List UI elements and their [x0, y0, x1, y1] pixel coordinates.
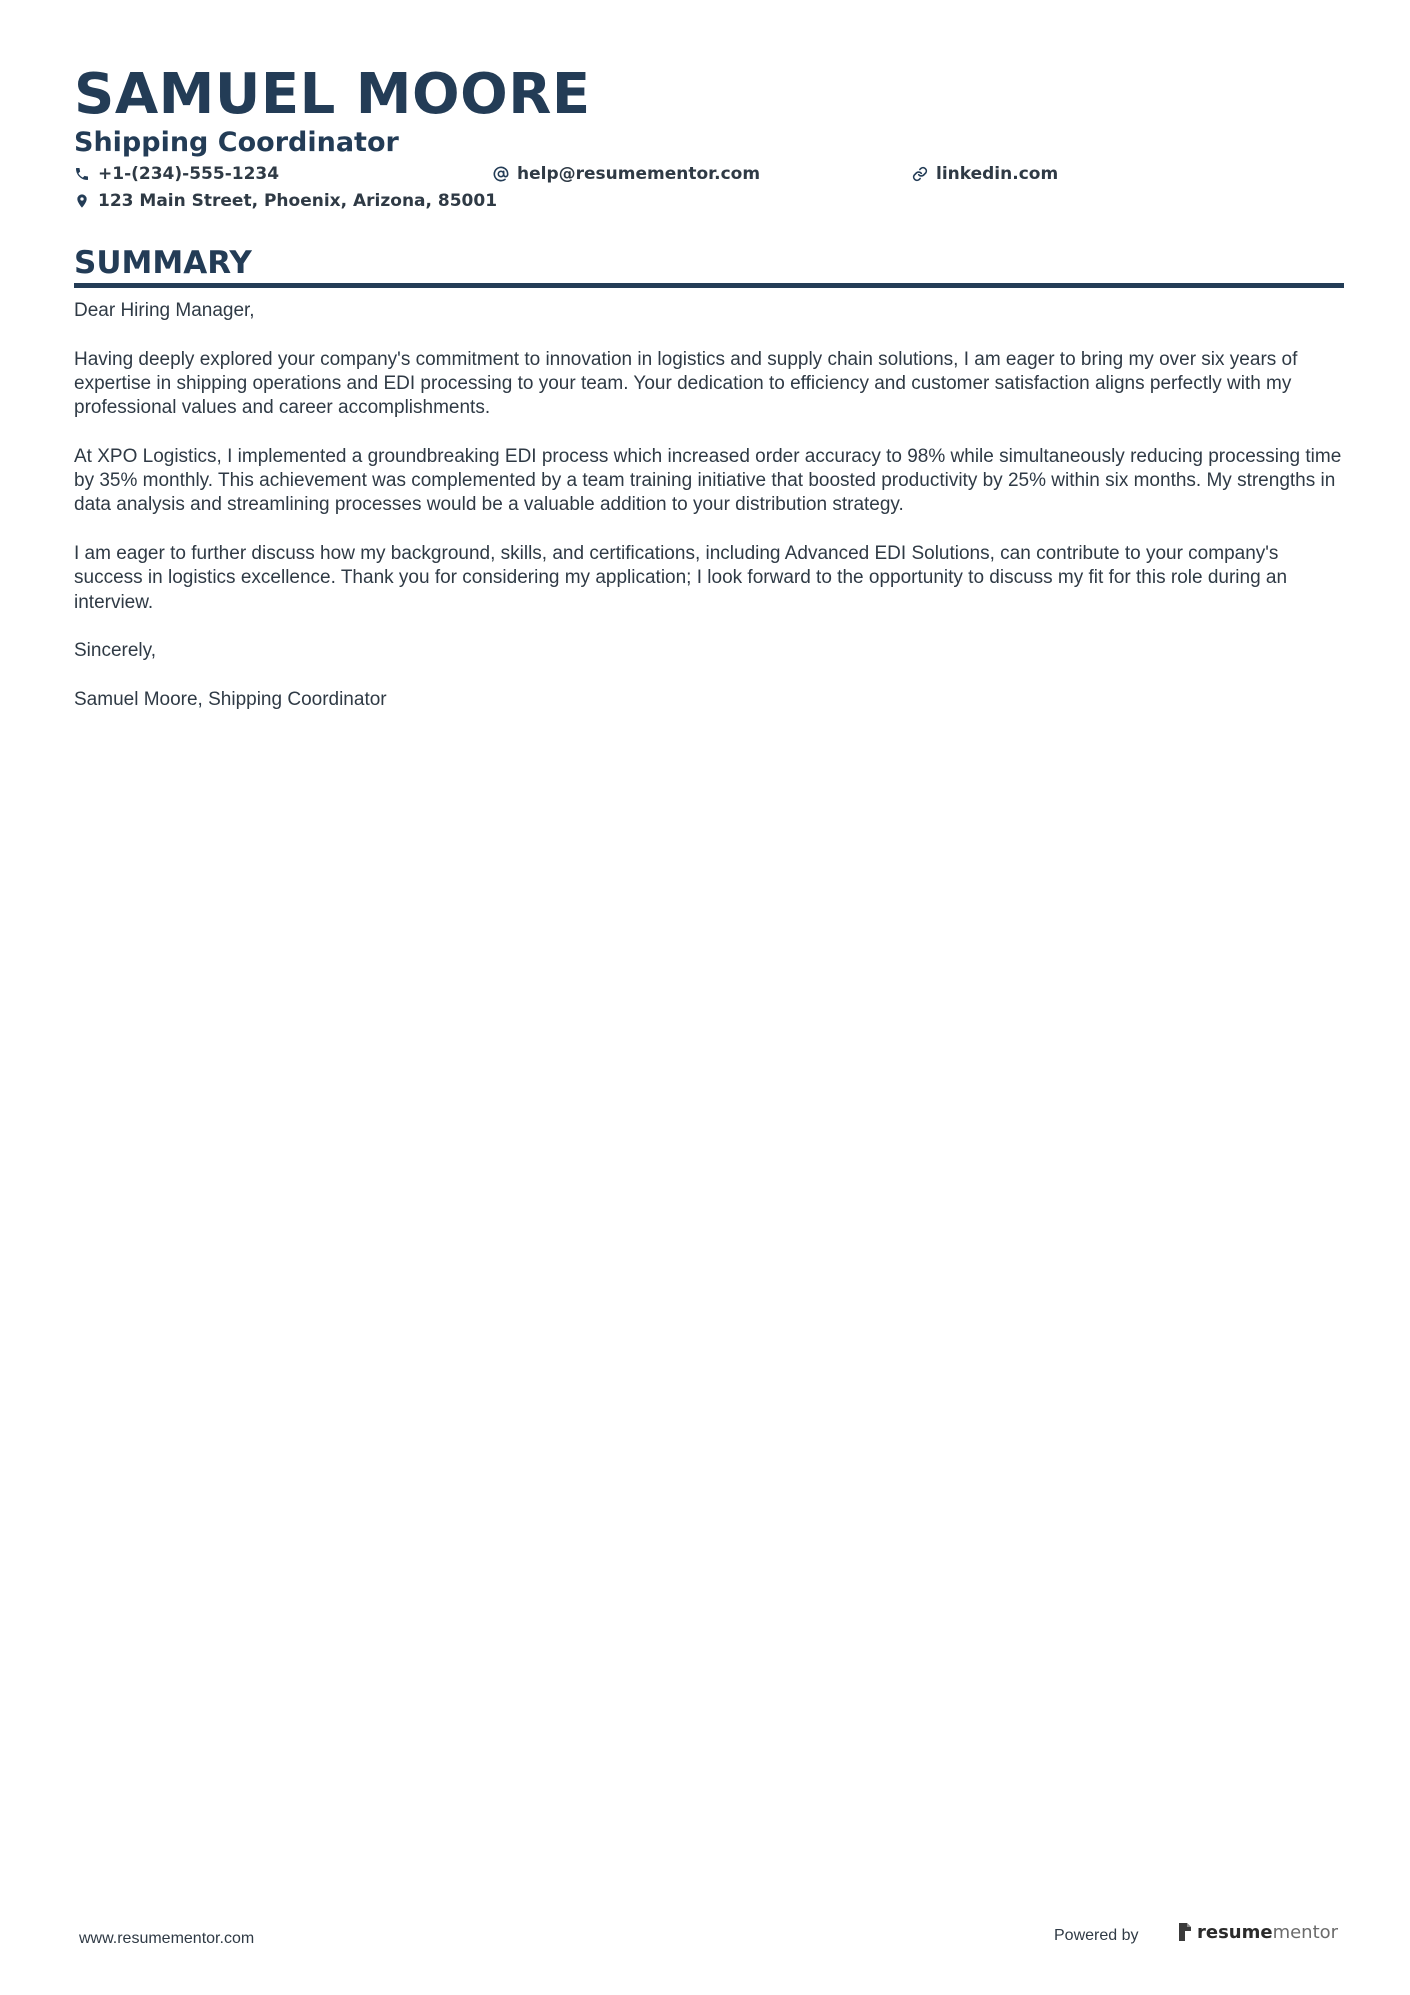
letter-paragraph: Having deeply explored your company's commitment to innovation in logistics and supply chain solutions, I am eager to bring my over six years of expertise in shipping operations and EDI processing to your team. Your dedication to efficiency and customer satisfaction aligns perfectly with my professional values and career accomplishments.: [74, 348, 1298, 419]
at-sign-icon: [493, 166, 509, 182]
link-icon: [912, 166, 928, 182]
letter-body: [74, 299, 1344, 736]
contact-address: [74, 190, 497, 212]
contact-linkedin: [912, 163, 1058, 185]
location-pin-icon: [74, 193, 90, 209]
candidate-name: SAMUEL MOORE: [74, 62, 591, 127]
candidate-title: Shipping Coordinator: [74, 127, 399, 158]
section-heading-summary: SUMMARY: [74, 245, 252, 281]
email-text: help@resumementor.com: [517, 164, 761, 184]
address-text: 123 Main Street, Phoenix, Arizona, 85001: [98, 191, 498, 211]
contact-email: [493, 163, 760, 185]
letter-greeting: Dear Hiring Manager,: [74, 300, 255, 321]
brand-logo: [1177, 1921, 1338, 1943]
letter-paragraph: At XPO Logistics, I implemented a groundbreaking EDI process which increased order accuracy to 98% while simultaneously reducing processing time by 35% monthly. This achievement was complemented by a team training initiative that boosted productivity by 25% within six months. My strengths in data analysis and streamlining processes would be a valuable addition to your distribution strategy.: [74, 445, 1342, 516]
brand-name-part2: mentor: [1272, 1921, 1339, 1943]
resumementor-logo-icon: [1177, 1921, 1193, 1943]
letter-paragraph: I am eager to further discuss how my background, skills, and certifications, including Advanced EDI Solutions, can contribute to your company's success in logistics excellence. Thank you for considering my application; I look forward to the opportunity to discuss my fit for this role during an interview.: [74, 542, 1288, 613]
footer-website: www.resumementor.com: [79, 1930, 255, 1947]
phone-icon: [74, 166, 90, 182]
brand-name-part1: resume: [1197, 1921, 1273, 1943]
letter-signature: Samuel Moore, Shipping Coordinator: [74, 688, 387, 710]
letter-closing: Sincerely,: [74, 640, 157, 662]
phone-text: +1-(234)-555-1234: [98, 164, 280, 184]
contact-phone: [74, 163, 279, 185]
linkedin-text: linkedin.com: [936, 164, 1059, 184]
section-divider: [74, 283, 1344, 288]
powered-by-label: Powered by: [1054, 1927, 1139, 1944]
